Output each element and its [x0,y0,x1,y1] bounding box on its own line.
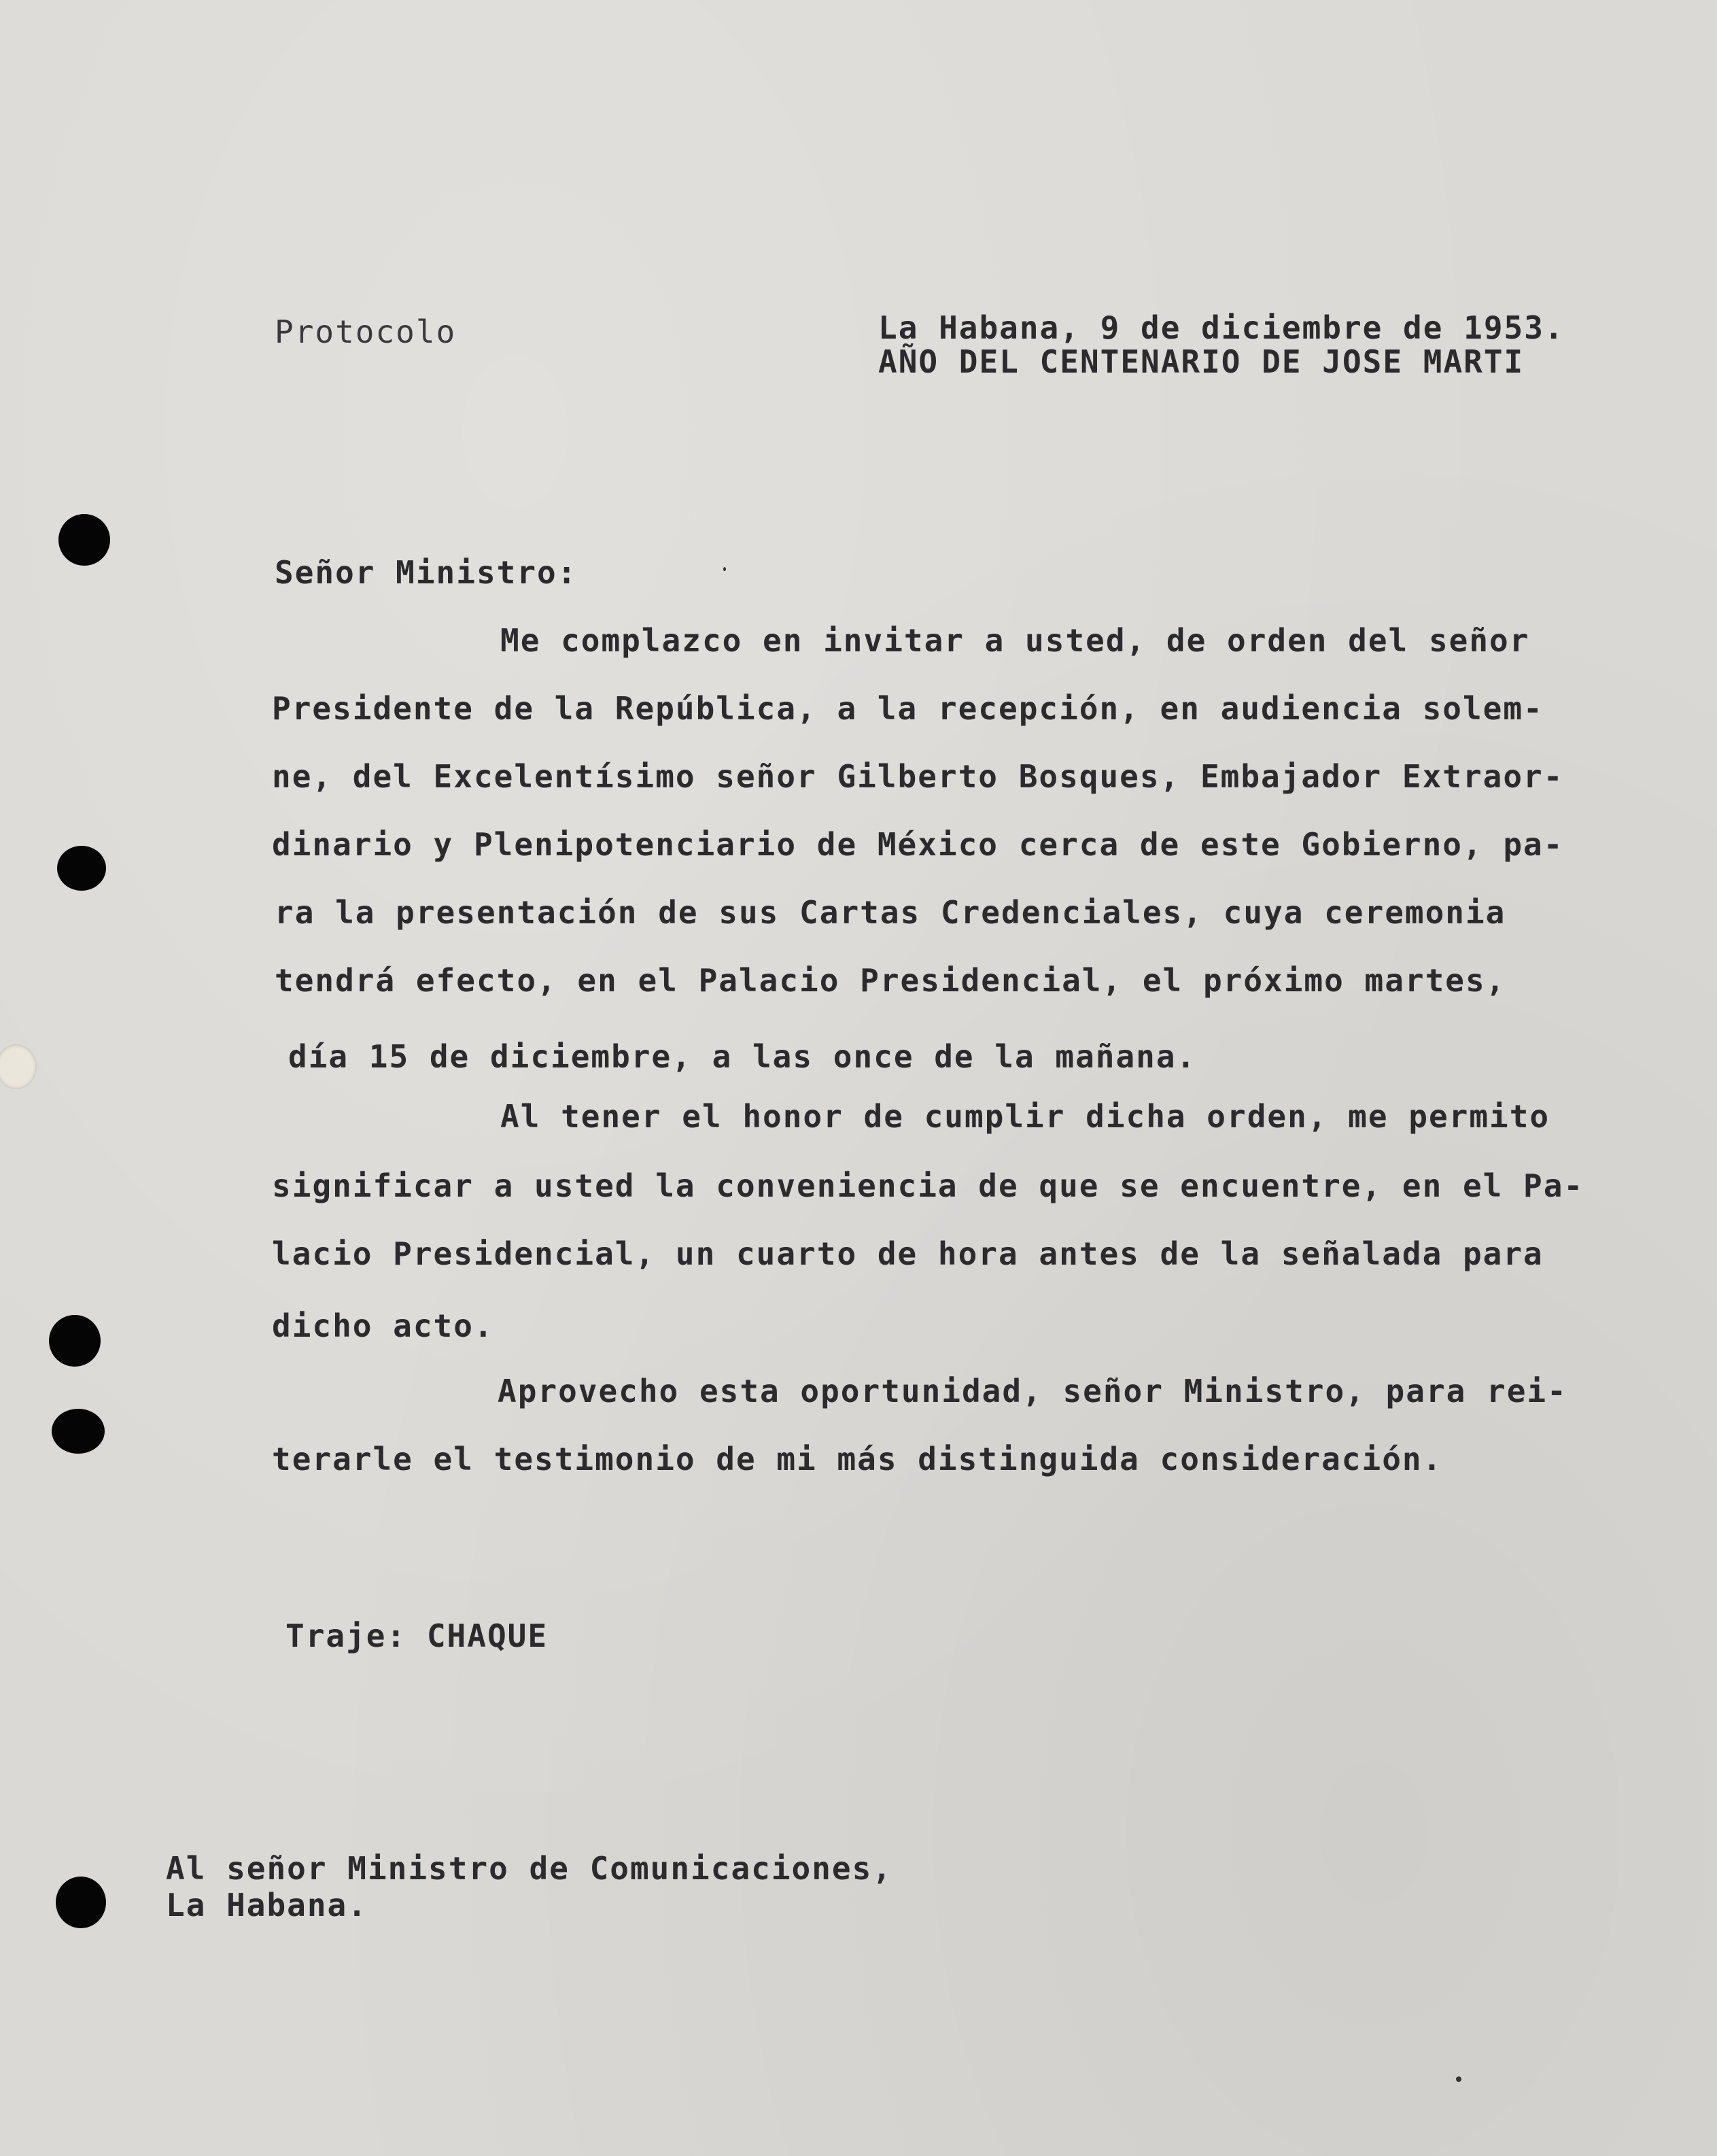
body-line: Presidente de la República, a la recepción, en audiencia solem- [272,690,1544,727]
speck [723,567,726,571]
department-label: Protocolo [275,313,457,350]
body-line: lacio Presidencial, un cuarto de hora antes de la señalada para [272,1235,1544,1272]
body-line: terarle el testimonio de mi más distinguida consideración. [272,1441,1443,1477]
body-line: dinario y Plenipotenciario de México cerca de este Gobierno, pa- [272,826,1564,863]
body-line: tendrá efecto, en el Palacio Presidencial, el próximo martes, [275,962,1506,999]
dress-code: Traje: CHAQUE [285,1618,549,1654]
place-date: La Habana, 9 de diciembre de 1953. [878,309,1565,346]
punch-hole-5 [52,1409,105,1454]
body-line: ne, del Excelentísimo señor Gilberto Bosques, Embajador Extraor- [272,758,1564,795]
body-line: día 15 de diciembre, a las once de la mañana. [288,1038,1197,1075]
body-line: Me complazco en invitar a usted, de orden del señor [500,622,1530,659]
year-motto: AÑO DEL CENTENARIO DE JOSE MARTI [878,343,1525,380]
punch-hole-1 [58,514,110,566]
salutation: Señor Ministro: [275,554,578,591]
addressee-line-2: La Habana. [166,1887,368,1923]
punch-hole-2 [57,846,106,891]
body-line: Al tener el honor de cumplir dicha orden, me permito [500,1098,1550,1135]
body-line: ra la presentación de sus Cartas Credenciales, cuya ceremonia [275,894,1506,931]
body-line: Aprovecho esta oportunidad, señor Ministro, para rei- [498,1373,1567,1409]
punch-hole-3 [0,1044,37,1089]
punch-hole-6 [56,1877,106,1928]
punch-hole-4 [49,1315,101,1367]
speck [1456,2076,1461,2082]
body-line: significar a usted la conveniencia de que se encuentre, en el Pa- [272,1167,1584,1204]
body-line: dicho acto. [272,1307,494,1344]
addressee-line-1: Al señor Ministro de Comunicaciones, [166,1850,892,1887]
